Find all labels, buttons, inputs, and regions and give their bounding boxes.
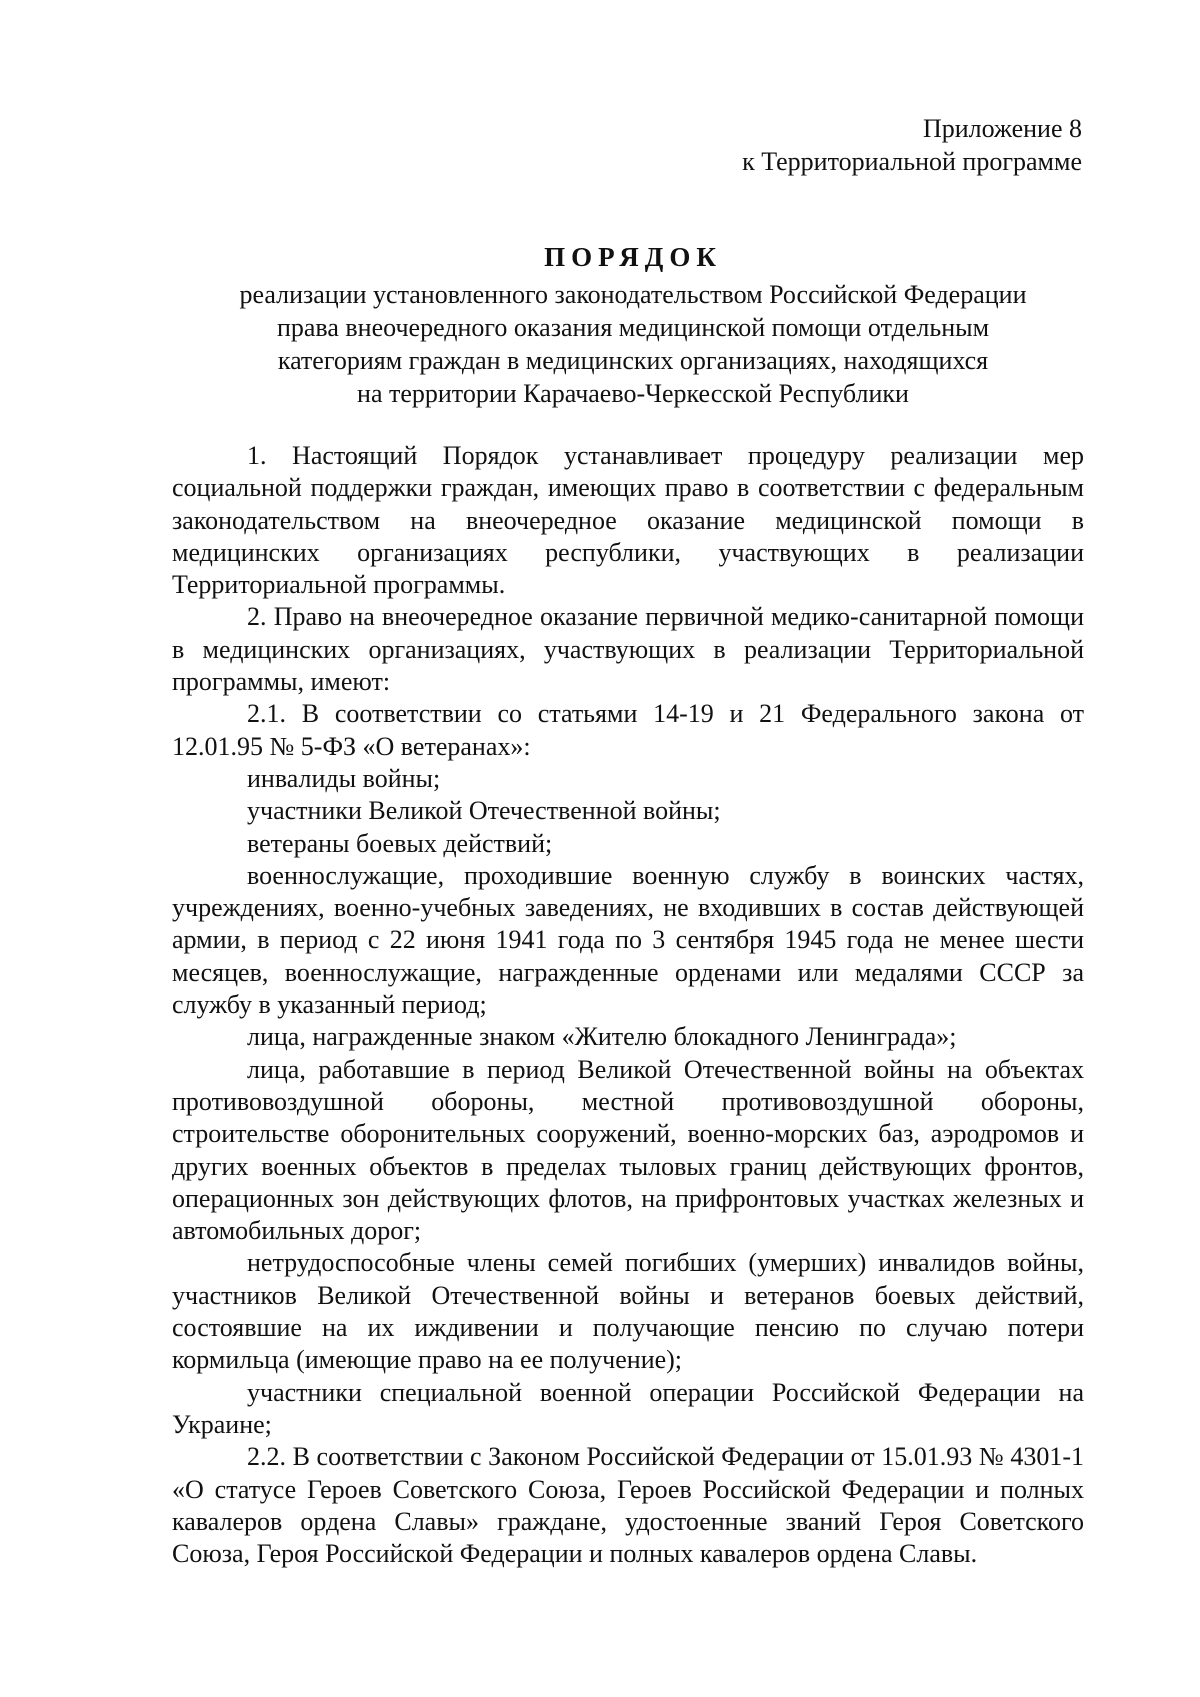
annex-number: Приложение 8 (922, 114, 1082, 143)
list-item: ветераны боевых действий; (247, 828, 553, 858)
document-subtitle (150, 278, 1116, 410)
document-body (172, 440, 1084, 1570)
list-item: нетрудоспособные члены семей погибших (умерших) инвалидов войны, участников Великой Отечественной войны и ветеранов боевых действий, состоявшие на их иждивении и получающие пенсию по случаю потери кормильца (имеющие право на ее получение); (172, 1248, 1084, 1375)
subtitle-line: реализации установленного законодательством Российской Федерации (239, 280, 1027, 309)
list-item: лица, работавшие в период Великой Отечественной войны на объектах противовоздушной обороны, местной противовоздушной обороны, строительстве оборонительных сооружений, военно-морских баз, аэродромов и других военных объектов в пределах тыловых границ действующих фронтов, операционных зон действующих флотов, на прифронтовых участках железных и автомобильных дорог; (172, 1054, 1084, 1246)
list-item: лица, награжденные знаком «Жителю блокадного Ленинграда»; (247, 1022, 957, 1052)
list-item: участники Великой Отечественной войны; (247, 796, 721, 826)
paragraph-2: 2. Право на внеочередное оказание первичной медико-санитарной помощи в медицинских организациях, участвующих в реализации Территориальной программы, имеют: (172, 602, 1084, 697)
annex-reference (742, 112, 1082, 178)
list-item: военнослужащие, проходившие военную службу в воинских частях, учреждениях, военно-учебных заведениях, не входивших в состав действующей армии, в период с 22 июня 1941 года по 3 сентября 1945 года не менее шести месяцев, военнослужащие, награжденные орденами или медалями СССР за службу в указанный период; (172, 860, 1084, 1020)
subtitle-line: права внеочередного оказания медицинской помощи отдельным (276, 313, 990, 342)
annex-target: к Территориальной программе (742, 147, 1082, 176)
paragraph-2-1: 2.1. В соответствии со статьями 14-19 и 21 Федерального закона от 12.01.95 № 5-ФЗ «О ветеранах»: (172, 699, 1084, 761)
paragraph-2-2: 2.2. В соответствии с Законом Российской Федерации от 15.01.93 № 4301-1 «О статусе Героев Советского Союза, Героев Российской Федерации и полных кавалеров ордена Славы» граждане, удостоенные званий Героя Советского Союза, Героя Российской Федерации и полных кавалеров ордена Славы. (172, 1442, 1084, 1569)
list-item: инвалиды войны; (247, 763, 441, 793)
subtitle-line: категориям граждан в медицинских организациях, находящихся (277, 346, 989, 375)
subtitle-line: на территории Карачаево-Черкесской Республики (357, 379, 909, 408)
paragraph-1: 1. Настоящий Порядок устанавливает процедуру реализации мер социальной поддержки граждан, имеющих право в соответствии с федеральным законодательством на внеочередное оказание медицинской помощи в медицинских организациях республики, участвующих в реализации Территориальной программы. (172, 441, 1084, 600)
list-item: участники специальной военной операции Российской Федерации на Украине; (172, 1377, 1084, 1439)
title-block (150, 240, 1116, 410)
document-title: ПОРЯДОК (544, 242, 722, 272)
